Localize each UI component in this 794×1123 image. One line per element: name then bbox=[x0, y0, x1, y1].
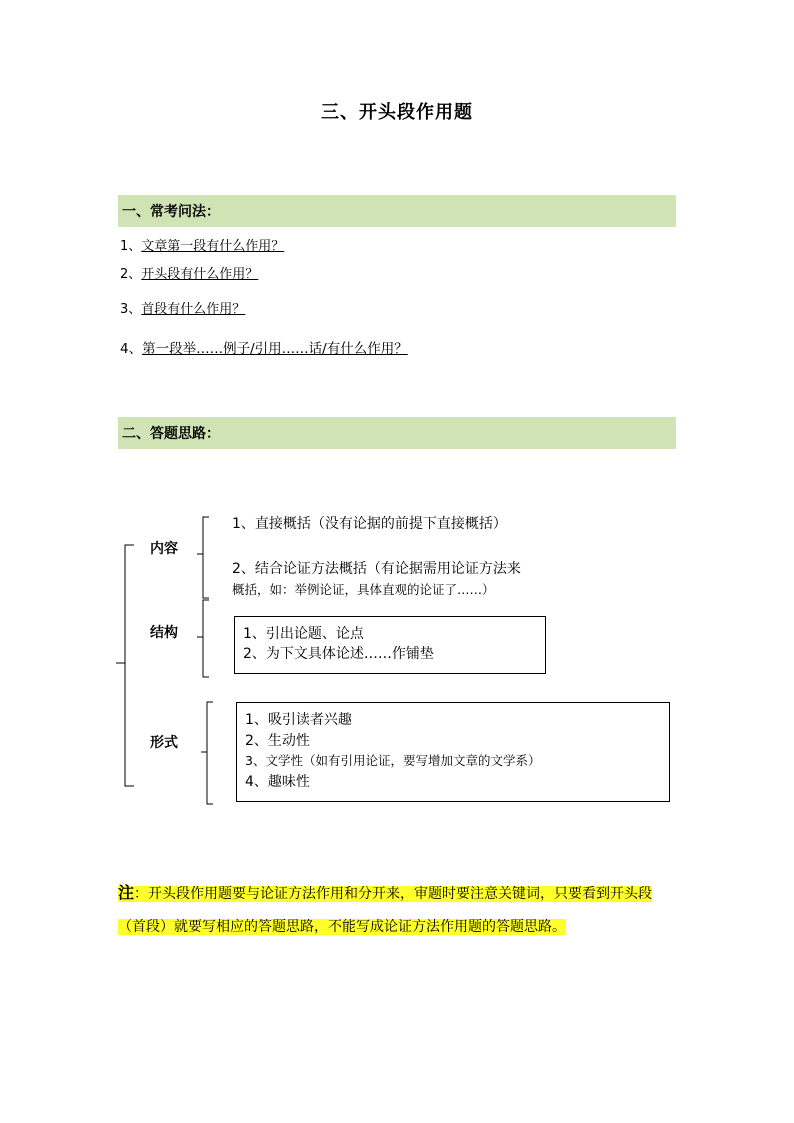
structure-brace bbox=[197, 600, 209, 677]
form-brace bbox=[201, 702, 213, 804]
question-number: 4、 bbox=[120, 341, 143, 357]
question-number: 2、 bbox=[120, 267, 142, 282]
question-number: 1、 bbox=[120, 239, 142, 254]
question-text: 开头段有什么作用？ bbox=[141, 267, 259, 282]
section-heading: 二、答题思路： bbox=[122, 426, 220, 442]
category-structure-label: 结构 bbox=[150, 625, 178, 641]
main-brace bbox=[116, 545, 134, 786]
note-label: 注 bbox=[118, 883, 135, 902]
structure-box bbox=[234, 616, 546, 674]
content-item: 2、结合论证方法概括（有论据需用论证方法来 bbox=[232, 561, 521, 577]
page-title: 三、开头段作用题 bbox=[321, 102, 473, 123]
note-text: ：开头段作用题要与论证方法作用和分开来，审题时要注意关键词，只要看到开头段（首段）就要写相应的答题思路，不能写成论证方法作用题的答题思路。 bbox=[118, 886, 653, 935]
category-form-label: 形式 bbox=[150, 735, 178, 751]
note-paragraph bbox=[118, 876, 678, 944]
form-item: 2、生动性 bbox=[245, 733, 310, 749]
content-item: 1、直接概括（没有论据的前提下直接概括） bbox=[232, 516, 507, 532]
form-item: 4、趣味性 bbox=[245, 774, 310, 790]
structure-item: 2、为下文具体论述……作铺垫 bbox=[243, 646, 434, 662]
section-heading: 一、常考问法： bbox=[122, 204, 220, 220]
content-brace bbox=[197, 517, 209, 598]
form-item: 1、吸引读者兴趣 bbox=[245, 712, 352, 728]
question-text: 文章第一段有什么作用？ bbox=[141, 239, 285, 254]
question-text: 第一段举……例子/引用……话/有什么作用？ bbox=[142, 341, 408, 357]
form-box bbox=[236, 702, 670, 802]
question-number: 3、 bbox=[120, 302, 142, 317]
form-item: 3、文学性（如有引用论证，要写增加文章的文学系） bbox=[245, 753, 541, 768]
question-text: 首段有什么作用？ bbox=[141, 302, 246, 317]
content-item-continuation: 概括，如：举例论证，具体直观的论证了……） bbox=[232, 582, 495, 597]
category-content-label: 内容 bbox=[150, 541, 178, 557]
structure-item: 1、引出论题、论点 bbox=[243, 626, 364, 642]
